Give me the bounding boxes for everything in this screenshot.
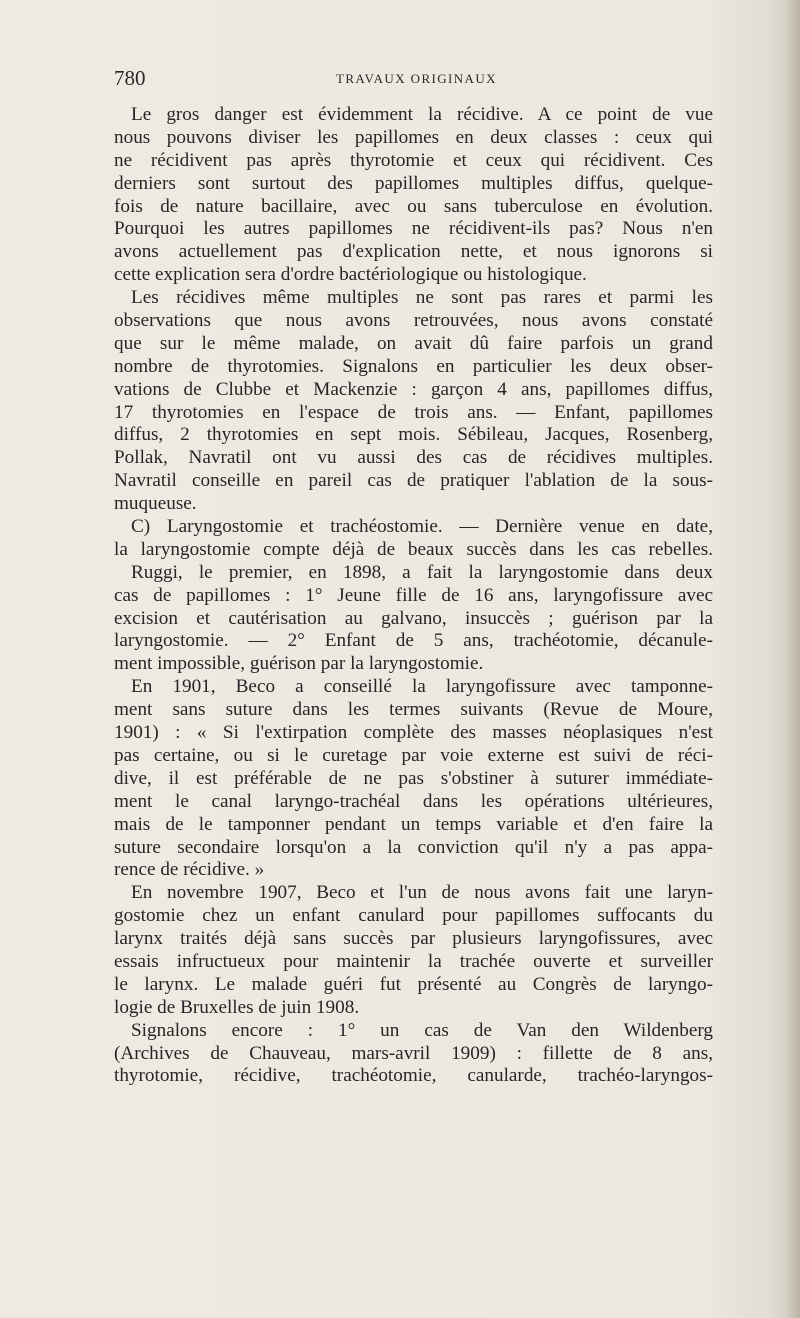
text-line: observations que nous avons retrouvées, nous avons constaté bbox=[114, 310, 713, 332]
text-line: logie de Bruxelles de juin 1908. bbox=[114, 996, 360, 1018]
text-line: ment sans suture dans les termes suivants (Revue de Moure, bbox=[114, 699, 713, 721]
text-line: Ruggi, le premier, en 1898, a fait la laryngostomie dans deux bbox=[131, 561, 713, 583]
page-edge-shadow bbox=[786, 0, 800, 1318]
text-line: cette explication sera d'ordre bactériologique ou histologique. bbox=[114, 264, 587, 286]
text-line: Les récidives même multiples ne sont pas rares et parmi les bbox=[131, 287, 713, 309]
text-line: mais de le tamponner pendant un temps variable et d'en faire la bbox=[114, 813, 713, 835]
text-line: suture secondaire lorsqu'on a la conviction qu'il n'y a pas appa- bbox=[114, 836, 713, 858]
text-line: larynx traités déjà sans succès par plusieurs laryngofissures, avec bbox=[114, 928, 713, 950]
text-line: (Archives de Chauveau, mars-avril 1909) : fillette de 8 ans, bbox=[114, 1042, 713, 1064]
text-line: Pourquoi les autres papillomes ne récidivent-ils pas? Nous n'en bbox=[114, 218, 713, 240]
text-line: essais infructueux pour maintenir la trachée ouverte et surveiller bbox=[114, 950, 713, 972]
text-line: vations de Clubbe et Mackenzie : garçon 4 ans, papillomes diffus, bbox=[114, 378, 713, 400]
text-line: pas certaine, ou si le curetage par voie externe est suivi de réci- bbox=[114, 744, 713, 766]
text-line: Le gros danger est évidemment la récidive. A ce point de vue bbox=[131, 104, 713, 125]
text-line: En 1901, Beco a conseillé la laryngofissure avec tamponne- bbox=[131, 676, 713, 698]
text-line: le larynx. Le malade guéri fut présenté au Congrès de laryngo- bbox=[114, 973, 713, 995]
text-line: derniers sont surtout des papillomes multiples diffus, quelque- bbox=[114, 172, 713, 194]
page-number: 780 bbox=[114, 66, 146, 90]
text-line: que sur le même malade, on avait dû faire parfois un grand bbox=[114, 332, 713, 354]
page-header bbox=[114, 66, 714, 90]
text-line: Navratil conseille en pareil cas de pratiquer l'ablation de la sous- bbox=[114, 470, 713, 492]
text-line: fois de nature bacillaire, avec ou sans tuberculose en évolution. bbox=[114, 195, 713, 217]
text-line: rence de récidive. » bbox=[114, 859, 265, 881]
text-line: avons actuellement pas d'explication nette, et nous ignorons si bbox=[114, 241, 713, 263]
text-line: dive, il est préférable de ne pas s'obstiner à suturer immédiate- bbox=[114, 767, 713, 789]
body-text bbox=[114, 104, 713, 1088]
text-line: Pollak, Navratil ont vu aussi des cas de récidives multiples. bbox=[114, 447, 713, 469]
running-title: TRAVAUX ORIGINAUX bbox=[336, 71, 497, 86]
text-line: ment impossible, guérison par la laryngostomie. bbox=[114, 653, 484, 675]
section-heading-line: C) Laryngostomie et trachéostomie. — Dernière venue en date, bbox=[131, 516, 713, 538]
text-line: laryngostomie. — 2° Enfant de 5 ans, trachéotomie, décanule- bbox=[114, 630, 713, 652]
text-line: 17 thyrotomies en l'espace de trois ans. — Enfant, papillomes bbox=[114, 401, 713, 423]
text-line: 1901) : « Si l'extirpation complète des masses néoplasiques n'est bbox=[114, 722, 713, 744]
text-line: Signalons encore : 1° un cas de Van den Wildenberg bbox=[131, 1019, 713, 1041]
text-line: muqueuse. bbox=[114, 493, 197, 515]
text-line: thyrotomie, récidive, trachéotomie, canularde, trachéo-laryngos- bbox=[114, 1065, 713, 1087]
text-line: gostomie chez un enfant canulard pour papillomes suffocants du bbox=[114, 905, 713, 927]
text-line: la laryngostomie compte déjà de beaux succès dans les cas rebelles. bbox=[114, 538, 713, 560]
text-line: cas de papillomes : 1° Jeune fille de 16 ans, laryngofissure avec bbox=[114, 584, 713, 606]
text-line: ne récidivent pas après thyrotomie et ceux qui récidivent. Ces bbox=[114, 149, 713, 171]
text-line: diffus, 2 thyrotomies en sept mois. Sébileau, Jacques, Rosenberg, bbox=[114, 424, 713, 446]
text-line: En novembre 1907, Beco et l'un de nous avons fait une laryn- bbox=[131, 882, 713, 904]
text-line: nombre de thyrotomies. Signalons en particulier les deux obser- bbox=[114, 355, 713, 377]
text-line: excision et cautérisation au galvano, insuccès ; guérison par la bbox=[114, 607, 713, 629]
text-line: ment le canal laryngo-trachéal dans les opérations ultérieures, bbox=[114, 790, 713, 812]
text-line: nous pouvons diviser les papillomes en deux classes : ceux qui bbox=[114, 126, 713, 148]
